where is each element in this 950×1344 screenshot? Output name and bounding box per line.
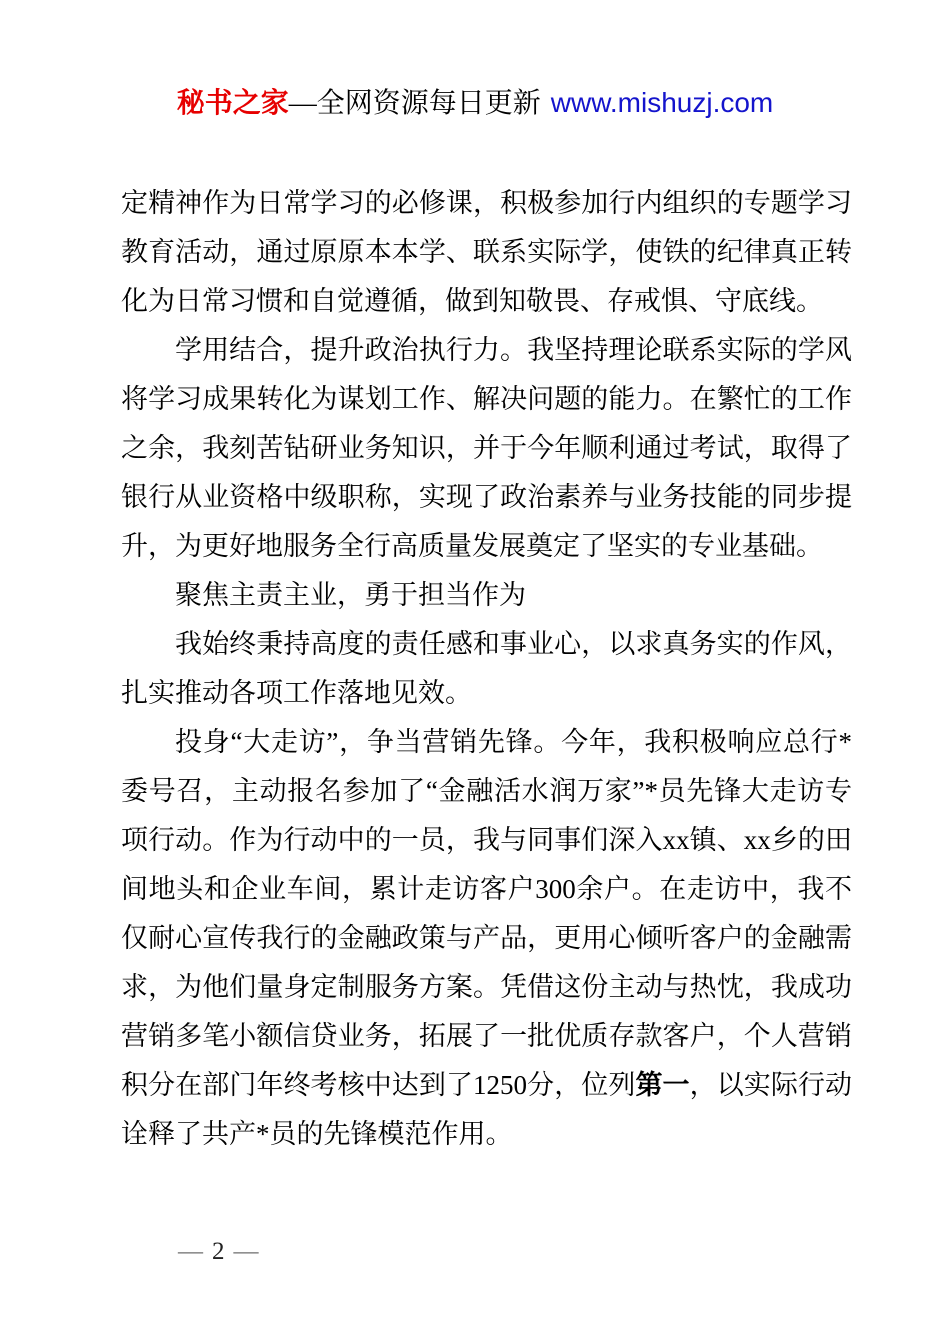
document-body [121, 179, 852, 1159]
paragraph [121, 718, 852, 1159]
footer-dash-left: — [178, 1238, 203, 1265]
page-footer [178, 1237, 259, 1267]
text-segment: 聚焦主责主业，勇于担当作为 [175, 580, 526, 610]
text-segment: 我始终秉持高度的责任感和事业心，以求真务实的作风，扎实推动各项工作落地见效。 [121, 629, 852, 708]
site-brand: 秘书之家 [176, 88, 289, 119]
text-segment: 投身“大走访”，争当营销先锋。今年，我积极响应总行*委号召，主动报名参加了“金融活水润万家”*员先锋大走访专项行动。作为行动中的一员，我与同事们深入xx镇、xx乡的田间地头和企业车间，累计走访客户300余户。在走访中，我不仅耐心宣传我行的金融政策与产品，更用心倾听客户的金融需求，为他们量身定制服务方案。凭借这份主动与热忱，我成功营销多笔小额信贷业务，拓展了一批优质存款客户，个人营销积分在部门年终考核中达到了1250分，位列 [121, 727, 852, 1100]
text-segment: ，以实际行动诠释了共产*员的先锋模范作用。 [121, 1070, 853, 1149]
text-segment: 学用结合，提升政治执行力。我坚持理论联系实际的学风将学习成果转化为谋划工作、解决问题的能力。在繁忙的工作之余，我刻苦钻研业务知识，并于今年顺利通过考试，取得了银行从业资格中级职称，实现了政治素养与业务技能的同步提升，为更好地服务全行高质量发展奠定了坚实的专业基础。 [121, 335, 852, 561]
site-header [0, 84, 950, 123]
site-tagline: 全网资源每日更新 [316, 88, 541, 119]
header-dash: — [288, 88, 317, 119]
bold-emphasis: 第一 [635, 1070, 690, 1100]
page-number: 2 [212, 1238, 225, 1265]
paragraph [121, 326, 852, 571]
site-url-link[interactable]: www.mishuzj.com [550, 87, 774, 118]
paragraph [121, 571, 852, 620]
footer-dash-right: — [233, 1238, 259, 1265]
paragraph [121, 179, 852, 326]
text-segment: 定精神作为日常学习的必修课，积极参加行内组织的专题学习教育活动，通过原原本本学、联系实际学，使铁的纪律真正转化为日常习惯和自觉遵循，做到知敬畏、存戒惧、守底线。 [121, 188, 852, 316]
paragraph [121, 620, 852, 718]
